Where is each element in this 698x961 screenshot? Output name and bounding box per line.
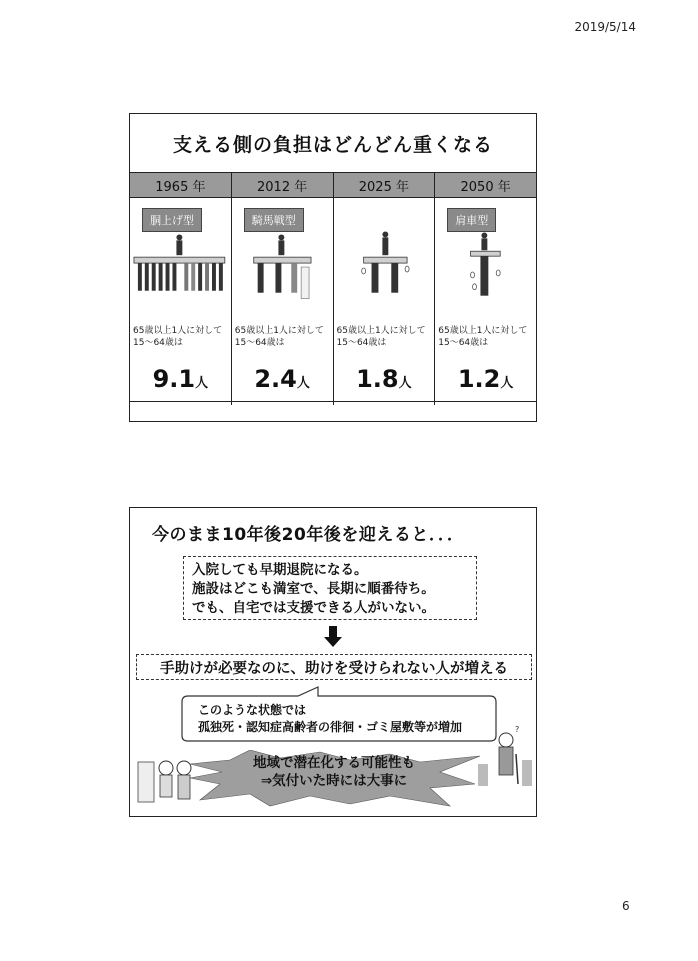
ratio-unit: 人	[195, 376, 209, 391]
ratio-note	[235, 325, 324, 349]
slide1-footer-band	[130, 401, 536, 421]
elderly-person-illustration	[478, 724, 534, 788]
note-line: 15〜64歳は	[438, 338, 489, 348]
ratio-note	[337, 325, 426, 349]
bubble-line: 孤独死・認知症高齢者の徘徊・ゴミ屋敷等が増加	[198, 720, 463, 734]
situation-line: 施設はどこも満室で、長期に順番待ち。	[192, 581, 435, 597]
highlight-box: 手助けが必要なのに、助けを受けられない人が増える	[136, 654, 532, 680]
ratio-note	[438, 325, 527, 349]
situation-line: でも、自宅では支援できる人がいない。	[192, 600, 435, 616]
kibasen-illustration	[232, 231, 333, 309]
katagurma-illustration	[435, 231, 536, 309]
support-ratio	[435, 365, 536, 393]
era-column-2025	[334, 173, 436, 405]
note-line: 65歳以上1人に対して	[234, 326, 324, 336]
situation-box	[183, 556, 477, 620]
note-line: 15〜64歳は	[336, 338, 387, 348]
svg-text:?: ?	[515, 725, 520, 734]
burst-line: 地域で潜在化する可能性も	[253, 755, 415, 771]
ratio-unit: 人	[500, 376, 514, 391]
slide2-title: 今のまま10年後20年後を迎えると．．．	[152, 525, 465, 545]
support-ratio	[334, 365, 435, 393]
bubble-text	[198, 702, 462, 736]
model-tag: 騎馬戦型	[244, 208, 304, 232]
model-tag: 肩車型	[447, 208, 496, 232]
ratio-value: 1.8	[356, 365, 399, 393]
note-line: 65歳以上1人に対して	[438, 326, 528, 336]
ratio-value: 1.2	[457, 365, 501, 393]
support-ratio	[232, 365, 333, 393]
situation-line: 入院しても早期退院になる。	[192, 562, 368, 578]
dougeage-illustration	[130, 231, 231, 309]
era-column-2050	[435, 173, 536, 405]
two-supporters-illustration	[334, 231, 435, 309]
year-label: 2025 年	[334, 173, 435, 198]
burst-text	[130, 754, 538, 790]
year-label: 1965 年	[130, 173, 231, 198]
ratio-note	[133, 325, 222, 349]
year-label: 2012 年	[232, 173, 333, 198]
era-column-1965	[130, 173, 232, 405]
note-line: 65歳以上1人に対して	[133, 326, 223, 336]
model-tag: 胴上げ型	[142, 208, 202, 232]
ratio-value: 9.1	[152, 365, 196, 393]
support-ratio	[130, 365, 231, 393]
down-arrow-icon	[323, 626, 343, 648]
print-date: 2019/5/14	[574, 20, 636, 34]
ratio-unit: 人	[296, 376, 310, 391]
note-line: 15〜64歳は	[133, 338, 183, 348]
bubble-line: このような状態では	[198, 703, 307, 717]
era-comparison-grid	[130, 172, 536, 405]
note-line: 65歳以上1人に対して	[336, 326, 426, 336]
era-column-2012	[232, 173, 334, 405]
year-label: 2050 年	[435, 173, 536, 198]
slide-burden	[129, 113, 537, 422]
note-line: 15〜64歳は	[234, 338, 285, 348]
ratio-value: 2.4	[254, 365, 297, 393]
burst-line: ⇒気付いた時には大事に	[260, 773, 408, 789]
slide-future	[129, 507, 537, 817]
page-number: 6	[622, 899, 630, 913]
ratio-unit: 人	[398, 376, 412, 391]
slide1-title: 支える側の負担はどんどん重くなる	[172, 133, 493, 156]
